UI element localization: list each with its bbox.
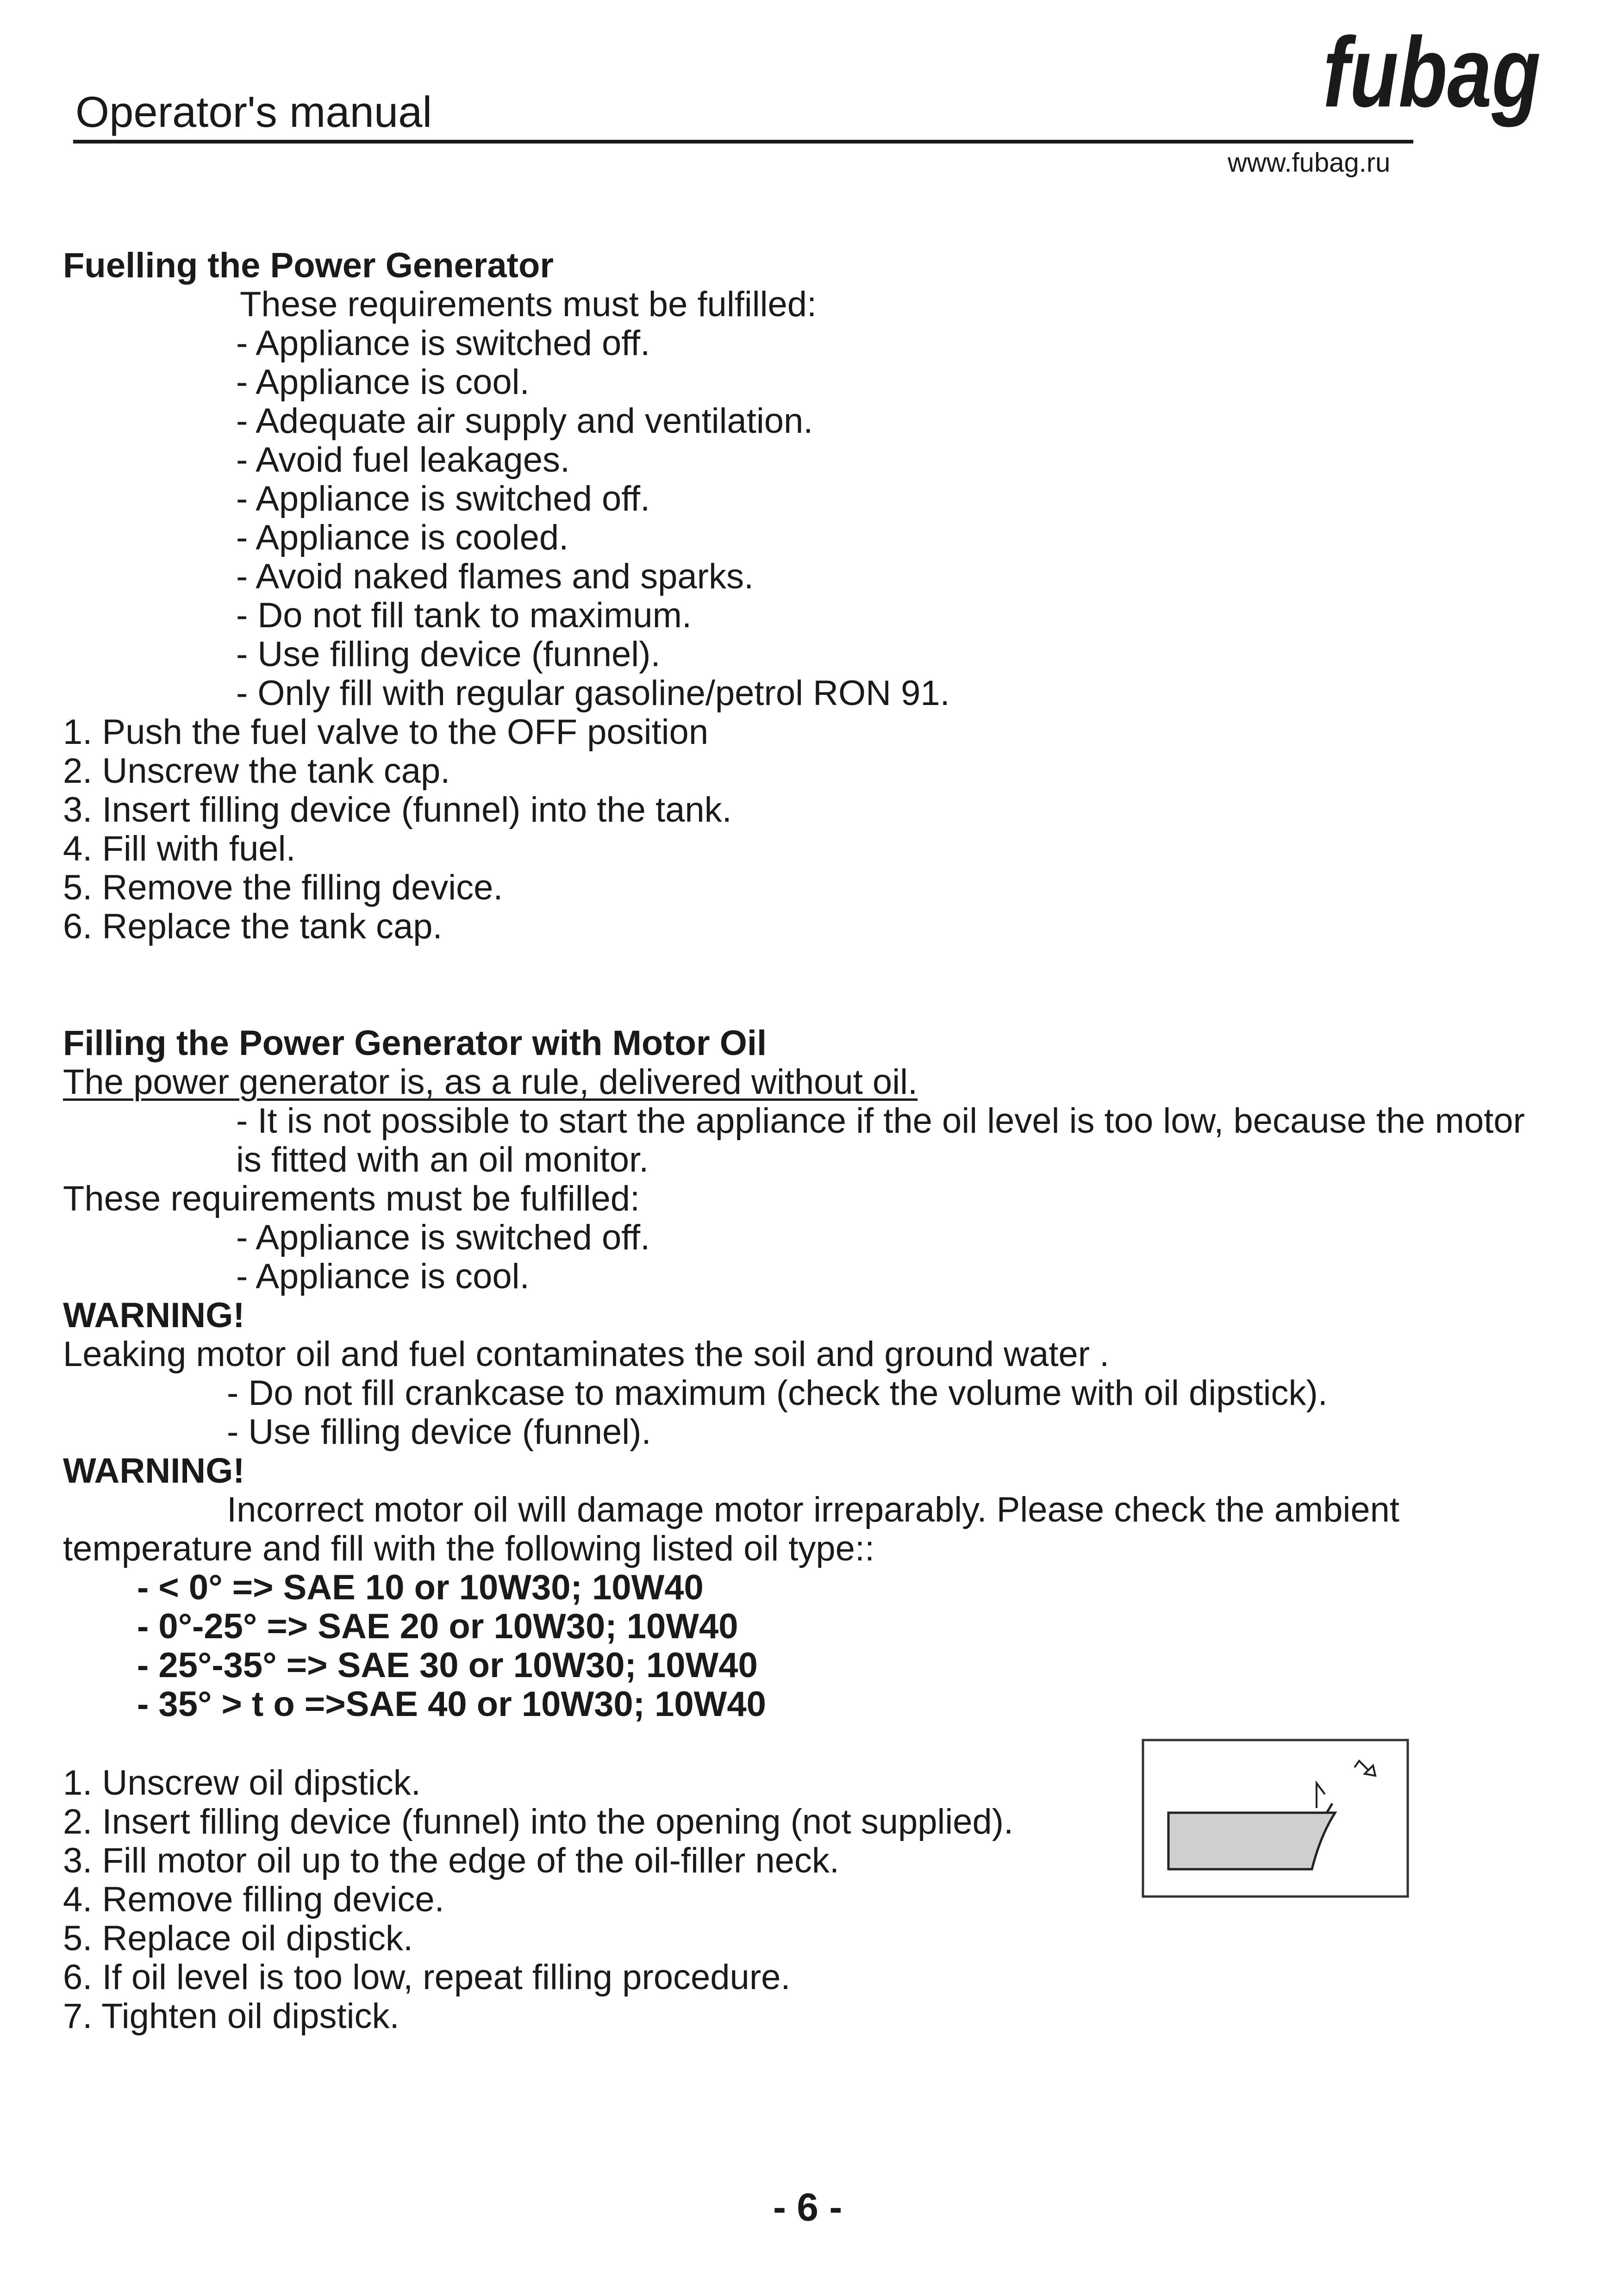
oil-step: 4. Remove filling device.	[63, 1880, 444, 1919]
oil-step: 5. Replace oil dipstick.	[63, 1919, 413, 1958]
oil-type-item: - 0°-25° => SAE 20 or 10W30; 10W40	[137, 1607, 738, 1646]
oil-step: 6. If oil level is too low, repeat filling procedure.	[63, 1958, 791, 1997]
oil-step: 7. Tighten oil dipstick.	[63, 1997, 400, 2036]
fuel-step: 1. Push the fuel valve to the OFF position	[63, 712, 709, 752]
warning-text: Leaking motor oil and fuel contaminates the soil and ground water .	[63, 1335, 1110, 1374]
fuel-step: 5. Remove the filling device.	[63, 868, 503, 907]
oil-monitor-note: - It is not possible to start the appliance if the oil level is too low, because the motor is fitted with an oil monitor.	[236, 1101, 1525, 1179]
fuel-step: 2. Unscrew the tank cap.	[63, 751, 450, 791]
fuel-requirement: - Appliance is switched off.	[236, 479, 650, 518]
oil-type-item: - 35° > t o =>SAE 40 or 10W30; 10W40	[137, 1685, 766, 1724]
fuel-requirement: - Appliance is cooled.	[236, 518, 569, 557]
oil-filler-illustration	[1142, 1739, 1409, 1898]
oil-intro: These requirements must be fulfilled:	[63, 1179, 640, 1218]
oil-requirement: - Appliance is cool.	[236, 1257, 530, 1296]
fuel-requirement: - Only fill with regular gasoline/petrol RON 91.	[236, 674, 950, 713]
oil-requirement: - Appliance is switched off.	[236, 1218, 650, 1257]
fuel-heading: Fuelling the Power Generator	[63, 246, 554, 285]
oil-delivery-note: The power generator is, as a rule, delivered without oil.	[63, 1062, 918, 1102]
oil-step: 3. Fill motor oil up to the edge of the oil-filler neck.	[63, 1841, 840, 1880]
fuel-step: 4. Fill with fuel.	[63, 829, 296, 868]
fuel-step: 3. Insert filling device (funnel) into the tank.	[63, 790, 732, 830]
warning-item: - Use filling device (funnel).	[227, 1412, 651, 1452]
fuel-requirement: - Use filling device (funnel).	[236, 635, 661, 674]
oil-heading: Filling the Power Generator with Motor Oil	[63, 1023, 767, 1063]
logo-text: fubag	[1323, 16, 1541, 128]
warning-text: Incorrect motor oil will damage motor irreparably. Please check the ambient temperature and fill with the following listed oil type::	[63, 1490, 1400, 1568]
fuel-requirement: - Avoid fuel leakages.	[236, 440, 570, 480]
fuel-requirement: - Adequate air supply and ventilation.	[236, 401, 813, 441]
website-url: www.fubag.ru	[1228, 148, 1391, 178]
fubag-logo	[1319, 16, 1546, 139]
oil-type-item: - < 0° => SAE 10 or 10W30; 10W40	[137, 1568, 704, 1607]
oil-step: 2. Insert filling device (funnel) into the opening (not supplied).	[63, 1802, 1014, 1841]
warning-label: WARNING!	[63, 1296, 245, 1335]
fuel-requirement: - Do not fill tank to maximum.	[236, 596, 692, 635]
fuel-requirement: - Avoid naked flames and sparks.	[236, 557, 754, 596]
fuel-intro: These requirements must be fulfilled:	[240, 285, 817, 324]
fuel-requirement: - Appliance is switched off.	[236, 324, 650, 363]
warning-item: - Do not fill crankcase to maximum (check the volume with oil dipstick).	[227, 1373, 1328, 1413]
page-number: - 6 -	[773, 2185, 843, 2229]
oil-type-item: - 25°-35° => SAE 30 or 10W30; 10W40	[137, 1646, 758, 1685]
fuel-step: 6. Replace the tank cap.	[63, 907, 443, 946]
header-title: Operator's manual	[75, 87, 432, 136]
header-divider	[73, 140, 1413, 144]
oil-step: 1. Unscrew oil dipstick.	[63, 1763, 421, 1803]
fuel-requirement: - Appliance is cool.	[236, 362, 530, 402]
warning-label: WARNING!	[63, 1451, 245, 1491]
oil-level-shape	[1168, 1813, 1335, 1869]
